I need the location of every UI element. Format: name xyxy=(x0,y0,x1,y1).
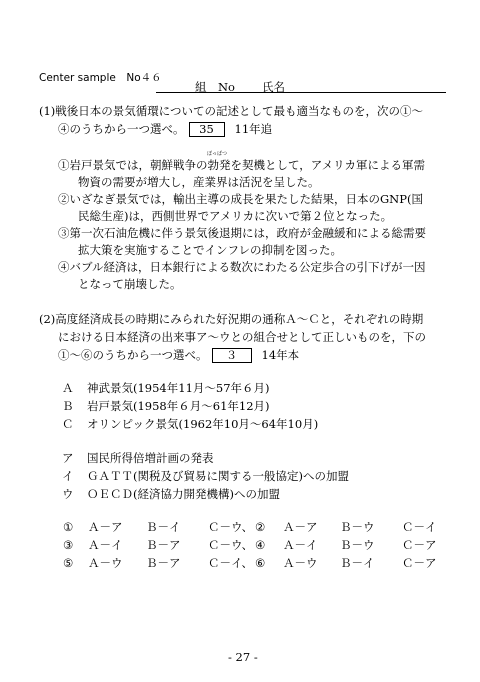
option-row-2-pair-b2: Ｂ－ウ xyxy=(340,538,375,552)
event-text-a: 国民所得倍増計画の発表 xyxy=(87,451,214,465)
option-row-1-pair-b3: Ｃ－イ xyxy=(402,520,437,534)
boom-key-a: Ａ xyxy=(62,381,74,395)
option-row-1-num-a: ① xyxy=(63,520,74,534)
header-underline xyxy=(156,92,446,93)
option-row-2-num-a: ③ xyxy=(63,538,74,552)
name-label: 氏名 xyxy=(262,80,285,94)
option-row-1-pair-b2: Ｂ－ウ xyxy=(340,520,375,534)
q2-answer-box: ３ xyxy=(212,348,252,363)
q1-choice-2a: ②いざなぎ景気では，輸出主導の成長を果たした結果，日本のGNP(国 xyxy=(58,192,423,206)
q2-stem-text: ①～⑥のうちから一つ選べ。 xyxy=(58,348,208,362)
q1-stem-text: ④のうちから一つ選べ。 xyxy=(58,122,185,136)
boom-text-a: 神武景気(1954年11月～57年６月) xyxy=(87,381,270,395)
event-text-i: ＧＡＴＴ(関税及び貿易に関する一般協定)への加盟 xyxy=(87,469,349,483)
option-row-3-pair-b1: Ａ－ウ xyxy=(283,556,318,570)
q2-stem-line1: (2)高度経済成長の時期にみられた好況期の通称Ａ～Ｃと，それぞれの時期 xyxy=(39,312,424,326)
q1-stem-line2 xyxy=(58,122,272,137)
option-row-1-pair-a2: Ｂ－イ xyxy=(146,520,181,534)
boom-text-b: 岩戸景気(1958年６月～61年12月) xyxy=(87,399,270,413)
q1-stem-line1: (1)戦後日本の景気循環についての記述として最も適当なものを，次の①～ xyxy=(39,104,424,118)
option-row-1-pair-a3: Ｃ－ウ、 xyxy=(208,520,254,534)
q1-choice-1b: 物資の需要が増大し，産業界は活況を呈した。 xyxy=(78,175,320,189)
class-label: 組 No xyxy=(195,80,235,94)
option-row-2-pair-b1: Ａ－イ xyxy=(283,538,318,552)
option-row-3-pair-a2: Ｂ－ア xyxy=(146,556,181,570)
page-number: - 27 - xyxy=(228,650,258,664)
q1-choice-2b: 民総生産)は，西側世界でアメリカに次いで第２位となった。 xyxy=(78,209,393,223)
option-row-3-pair-a3: Ｃ－イ、 xyxy=(208,556,253,570)
q1-choice-4a: ④バブル経済は，日本銀行による数次にわたる公定歩合の引下げが一因 xyxy=(58,260,426,274)
boom-key-c: Ｃ xyxy=(62,417,74,431)
event-text-u: ＯＥＣＤ(経済協力開発機構)への加盟 xyxy=(87,487,280,501)
boom-text-c: オリンピック景気(1962年10月～64年10月) xyxy=(87,417,319,431)
boom-key-b: Ｂ xyxy=(62,399,74,413)
option-row-3-pair-a1: Ａ－ウ xyxy=(88,556,123,570)
option-row-1-pair-b1: Ａ－ア xyxy=(283,520,318,534)
option-row-2-pair-a1: Ａ－イ xyxy=(88,538,123,552)
q1-ruby: ぼっぱつ xyxy=(207,151,228,157)
q2-source: 14年本 xyxy=(261,348,300,362)
q1-source: 11年追 xyxy=(234,122,273,136)
option-row-2-num-b: ④ xyxy=(255,538,266,552)
q2-stem-line3 xyxy=(58,348,299,363)
event-key-a: ア xyxy=(62,451,74,465)
option-row-3-pair-b3: Ｃ－ア xyxy=(402,556,437,570)
q1-choice-3a: ③第一次石油危機に伴う景気後退期には，政府が金融緩和による総需要 xyxy=(58,226,426,240)
option-row-1-pair-a1: Ａ－ア xyxy=(88,520,123,534)
option-row-3-pair-b2: Ｂ－イ xyxy=(340,556,375,570)
event-key-u: ウ xyxy=(62,487,74,501)
option-row-2-pair-b3: Ｃ－ア xyxy=(402,538,437,552)
sample-label: Center sample No４６ xyxy=(39,72,162,84)
option-row-1-num-b: ② xyxy=(255,520,266,534)
option-row-2-pair-a3: Ｃ－ウ、 xyxy=(208,538,254,552)
option-row-3-num-a: ⑤ xyxy=(63,556,74,570)
q1-choice-4b: となって崩壊した。 xyxy=(78,277,182,291)
option-row-2-pair-a2: Ｂ－ア xyxy=(146,538,181,552)
q2-stem-line2: における日本経済の出来事ア～ウとの組合せとして正しいものを，下の xyxy=(58,330,426,344)
option-row-3-num-b: ⑥ xyxy=(255,556,266,570)
q1-answer-box: 35 xyxy=(189,122,225,137)
q1-choice-1a: ①岩戸景気では，朝鮮戦争の勃発を契機として，アメリカ軍による軍需 xyxy=(58,158,425,172)
event-key-i: イ xyxy=(62,469,74,483)
q1-choice-3b: 拡大策を実施することでインフレの抑制を図った。 xyxy=(78,243,343,257)
